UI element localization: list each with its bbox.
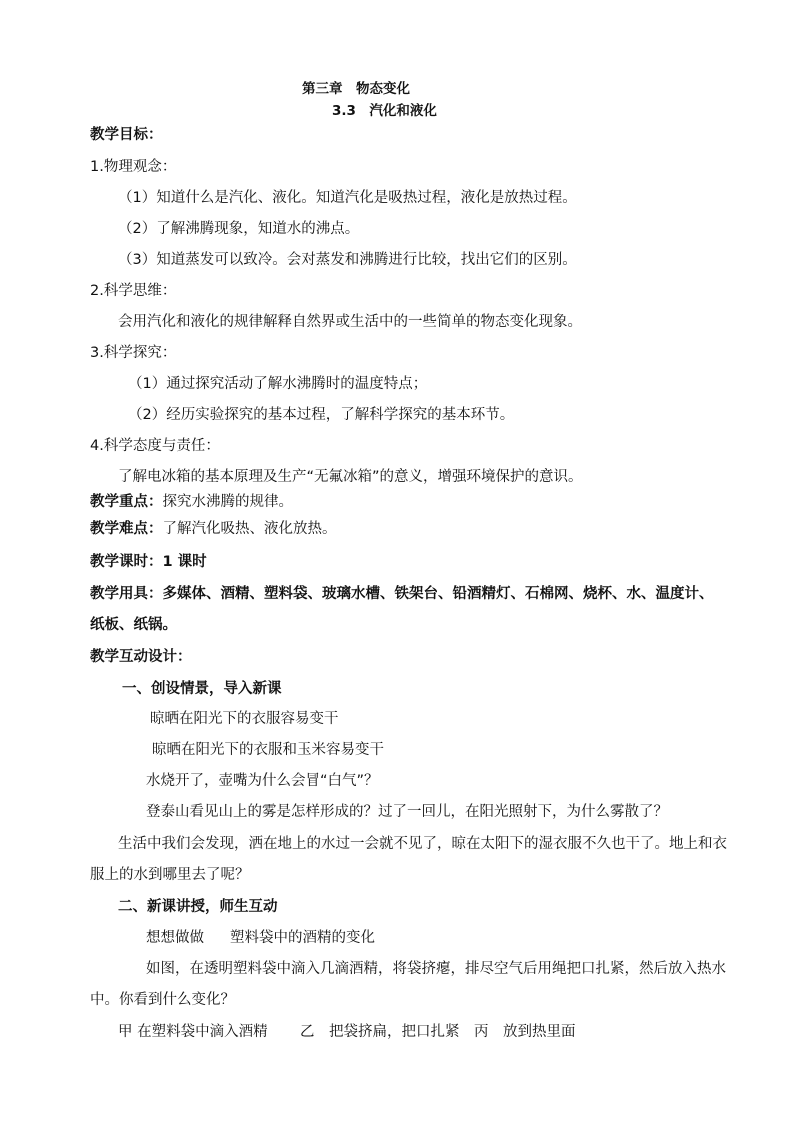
objective-1-heading: 1.物理观念： xyxy=(90,159,177,175)
design-heading: 教学互动设计： xyxy=(90,649,192,665)
objective-1-item: （1）知道什么是汽化、液化。知道汽化是吸热过程，液化是放热过程。 xyxy=(118,190,577,206)
part-1-line: 水烧开了，壶嘴为什么会冒“白气”？ xyxy=(146,773,379,789)
part-1-heading: 一、创设情景，导入新课 xyxy=(122,681,282,697)
activity-line xyxy=(146,929,375,947)
objective-4-heading: 4.科学态度与责任： xyxy=(90,438,220,454)
objective-2-heading: 2.科学思维： xyxy=(90,283,177,299)
difficulty-text: 了解汽化吸热、液化放热。 xyxy=(162,521,337,537)
difficulty xyxy=(90,520,337,538)
objective-4-text: 了解电冰箱的基本原理及生产“无氟冰箱”的意义，增强环境保护的意识。 xyxy=(118,469,583,485)
key-point-text: 探究水沸腾的规律。 xyxy=(162,494,293,510)
section-title: 3.3 汽化和液化 xyxy=(332,103,437,119)
objective-3-heading: 3.科学探究： xyxy=(90,345,177,361)
part-2-paragraph-line: 如图，在透明塑料袋中滴入几滴酒精，将袋挤瘪，排尽空气后用绳把口扎紧，然后放入热水 xyxy=(146,961,726,977)
class-hours: 教学课时：1 课时 xyxy=(90,554,207,570)
activity-label: 想想做做 xyxy=(146,930,204,946)
objective-1-item: （2）了解沸腾现象，知道水的沸点。 xyxy=(118,221,360,237)
objective-2-text: 会用汽化和液化的规律解释自然界或生活中的一些简单的物态变化现象。 xyxy=(118,314,582,330)
objective-3-item: （1）通过探究活动了解水沸腾时的温度特点； xyxy=(128,376,428,392)
teaching-tools-line: 纸板、纸锅。 xyxy=(90,617,177,633)
objectives-heading: 教学目标： xyxy=(90,127,163,143)
difficulty-label: 教学难点： xyxy=(90,521,163,537)
step-caption: 丙 放到热里面 xyxy=(474,1024,576,1040)
part-2-heading: 二、新课讲授，师生互动 xyxy=(118,899,278,915)
part-1-line: 登泰山看见山上的雾是怎样形成的？过了一回儿，在阳光照射下，为什么雾散了？ xyxy=(146,804,668,820)
part-1-line: 晾晒在阳光下的衣服和玉米容易变干 xyxy=(152,742,384,758)
activity-title: 塑料袋中的酒精的变化 xyxy=(230,930,375,946)
key-point xyxy=(90,493,293,511)
objective-1-item: （3）知道蒸发可以致冷。会对蒸发和沸腾进行比较，找出它们的区别。 xyxy=(118,252,577,268)
step-caption: 乙 把袋挤扁，把口扎紧 xyxy=(300,1024,460,1040)
teaching-tools-line: 教学用具：多媒体、酒精、塑料袋、玻璃水槽、铁架台、铅酒精灯、石棉网、烧杯、水、温度计、 xyxy=(90,586,714,602)
part-2-paragraph-line: 中。你看到什么变化？ xyxy=(90,992,235,1008)
part-1-paragraph-line: 生活中我们会发现，洒在地上的水过一会就不见了，晾在太阳下的湿衣服不久也干了。地上和衣 xyxy=(118,836,727,852)
objective-3-item: （2）经历实验探究的基本过程，了解科学探究的基本环节。 xyxy=(128,407,515,423)
part-1-paragraph-line: 服上的水到哪里去了呢？ xyxy=(90,867,250,883)
step-caption: 甲 在塑料袋中滴入酒精 xyxy=(118,1024,268,1040)
part-1-line: 晾晒在阳光下的衣服容易变干 xyxy=(150,711,339,727)
chapter-title: 第三章 物态变化 xyxy=(302,81,410,97)
key-point-label: 教学重点： xyxy=(90,494,163,510)
